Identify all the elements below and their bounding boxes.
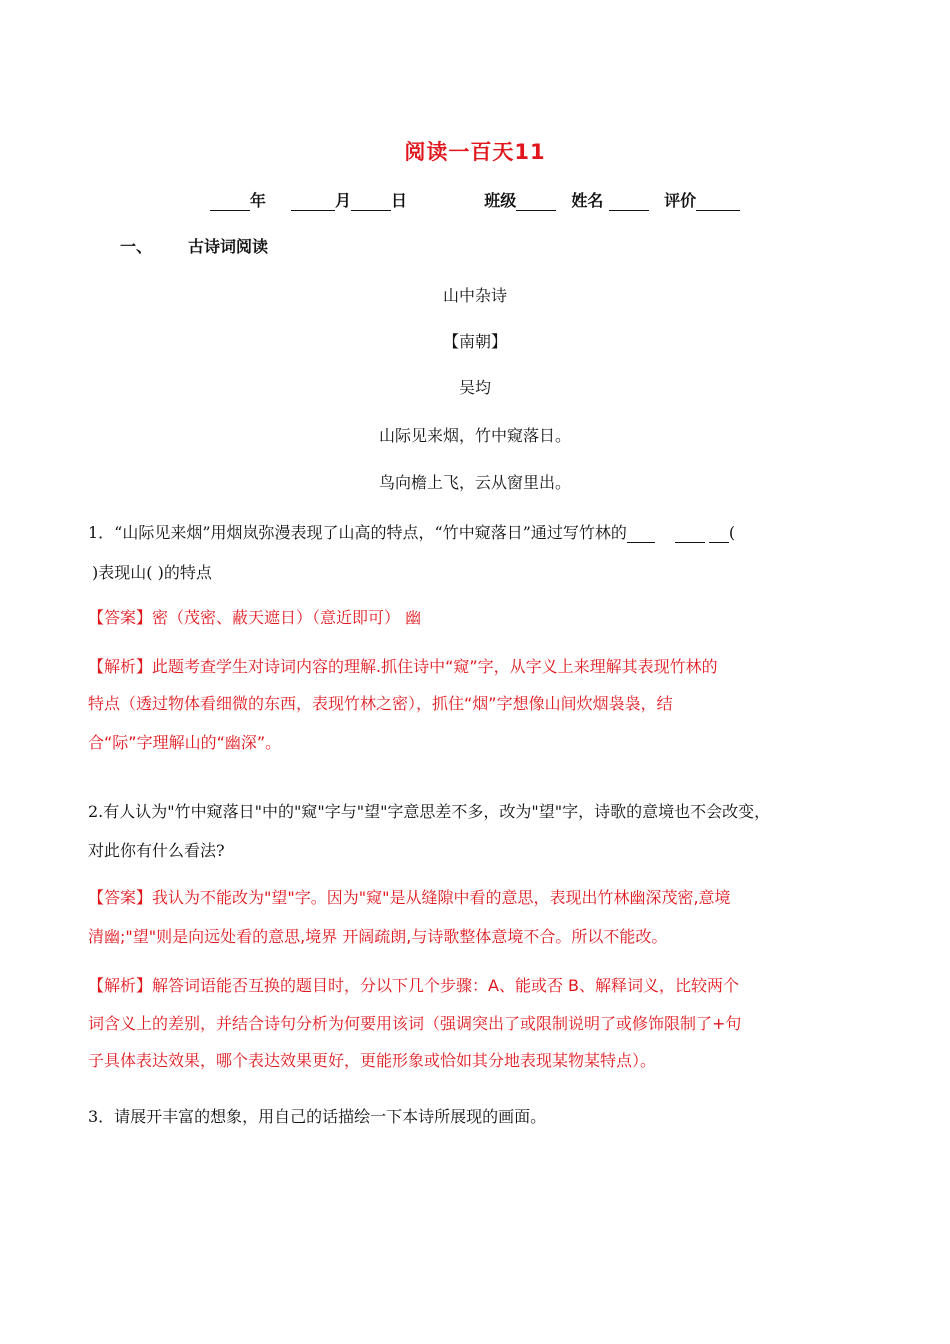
analysis-tag: 【解析】 <box>88 976 153 995</box>
question-3: 3．请展开丰富的想象，用自己的话描绘一下本诗所展现的画面。 <box>88 1107 547 1126</box>
q1-analysis-line-2: 特点（透过物体看细微的东西，表现竹林之密），抓住“烟”字想像山间炊烟袅袅，结 <box>88 694 673 713</box>
day-label: 日 <box>391 191 408 210</box>
month-label: 月 <box>335 191 352 210</box>
q2-analysis-line-1 <box>88 973 739 996</box>
poem-author: 吴均 <box>458 378 491 397</box>
q1-answer <box>88 605 421 628</box>
q1-analysis-line-1 <box>88 654 718 677</box>
analysis-text: 解答词语能否互换的题目时，分以下几个步骤：A、能或否 B、解释词义，比较两个 <box>152 976 740 995</box>
poem-line-1: 山际见来烟，竹中窥落日。 <box>378 426 571 445</box>
section-heading <box>120 234 268 257</box>
eval-blank[interactable] <box>696 194 740 211</box>
name-blank[interactable] <box>609 194 649 211</box>
q1-blank-2[interactable] <box>675 528 705 543</box>
poem-dynasty: 【南朝】 <box>442 332 507 351</box>
month-blank[interactable] <box>291 194 335 211</box>
day-blank[interactable] <box>351 194 391 211</box>
question-2-line-2: 对此你有什么看法? <box>88 841 225 860</box>
analysis-tag: 【解析】 <box>88 657 153 676</box>
year-label: 年 <box>249 191 266 210</box>
q1-analysis-line-3: 合“际”字理解山的“幽深”。 <box>88 733 282 752</box>
year-blank[interactable] <box>210 194 250 211</box>
answer-text: 我认为不能改为"望"字。因为"窥"是从缝隙中看的意思，表现出竹林幽深茂密,意境 <box>152 888 731 907</box>
eval-label: 评价 <box>664 191 697 210</box>
q1-paren-open: ( <box>728 523 736 542</box>
question-2-line-1: 2.有人认为"竹中窥落日"中的"窥"字与"望"字意思差不多，改为"望"字，诗歌的意境也不会改变， <box>88 802 771 821</box>
name-label: 姓名 <box>571 191 604 210</box>
student-info-line <box>0 188 950 211</box>
poem-line-2: 鸟向檐上飞，云从窗里出。 <box>378 473 571 492</box>
q2-analysis-line-2: 词含义上的差别，并结合诗句分析为何要用该词（强调突出了或限制说明了或修饰限制了+句 <box>88 1014 742 1033</box>
q1-blank-3[interactable] <box>709 528 729 543</box>
q2-answer-line-2: 清幽;"望"则是向远处看的意思,境界 开阔疏朗,与诗歌整体意境不合。所以不能改。 <box>88 927 668 946</box>
answer-tag: 【答案】 <box>88 888 153 907</box>
section-label: 古诗词阅读 <box>188 237 269 256</box>
answer-text: 密（茂密、蔽天遮日）（意近即可） 幽 <box>152 608 422 627</box>
q1-blank-1[interactable] <box>627 528 655 543</box>
answer-tag: 【答案】 <box>88 608 153 627</box>
poem-title: 山中杂诗 <box>442 286 507 305</box>
q2-answer-line-1 <box>88 885 731 908</box>
class-label: 班级 <box>484 191 517 210</box>
question-1 <box>88 520 735 543</box>
q2-analysis-line-3: 子具体表达效果，哪个表达效果更好，更能形象或恰如其分地表现某物某特点）。 <box>88 1051 657 1070</box>
section-number: 一、 <box>120 237 153 256</box>
question-1-cont: )表现山( )的特点 <box>92 563 212 582</box>
page-title: 阅读一百天11 <box>404 140 546 164</box>
analysis-text: 此题考查学生对诗词内容的理解.抓住诗中“窥”字，从字义上来理解其表现竹林的 <box>152 657 718 676</box>
class-blank[interactable] <box>516 194 556 211</box>
question-1-text: 1．“山际见来烟”用烟岚弥漫表现了山高的特点，“竹中窥落日”通过写竹林的 <box>88 523 627 542</box>
